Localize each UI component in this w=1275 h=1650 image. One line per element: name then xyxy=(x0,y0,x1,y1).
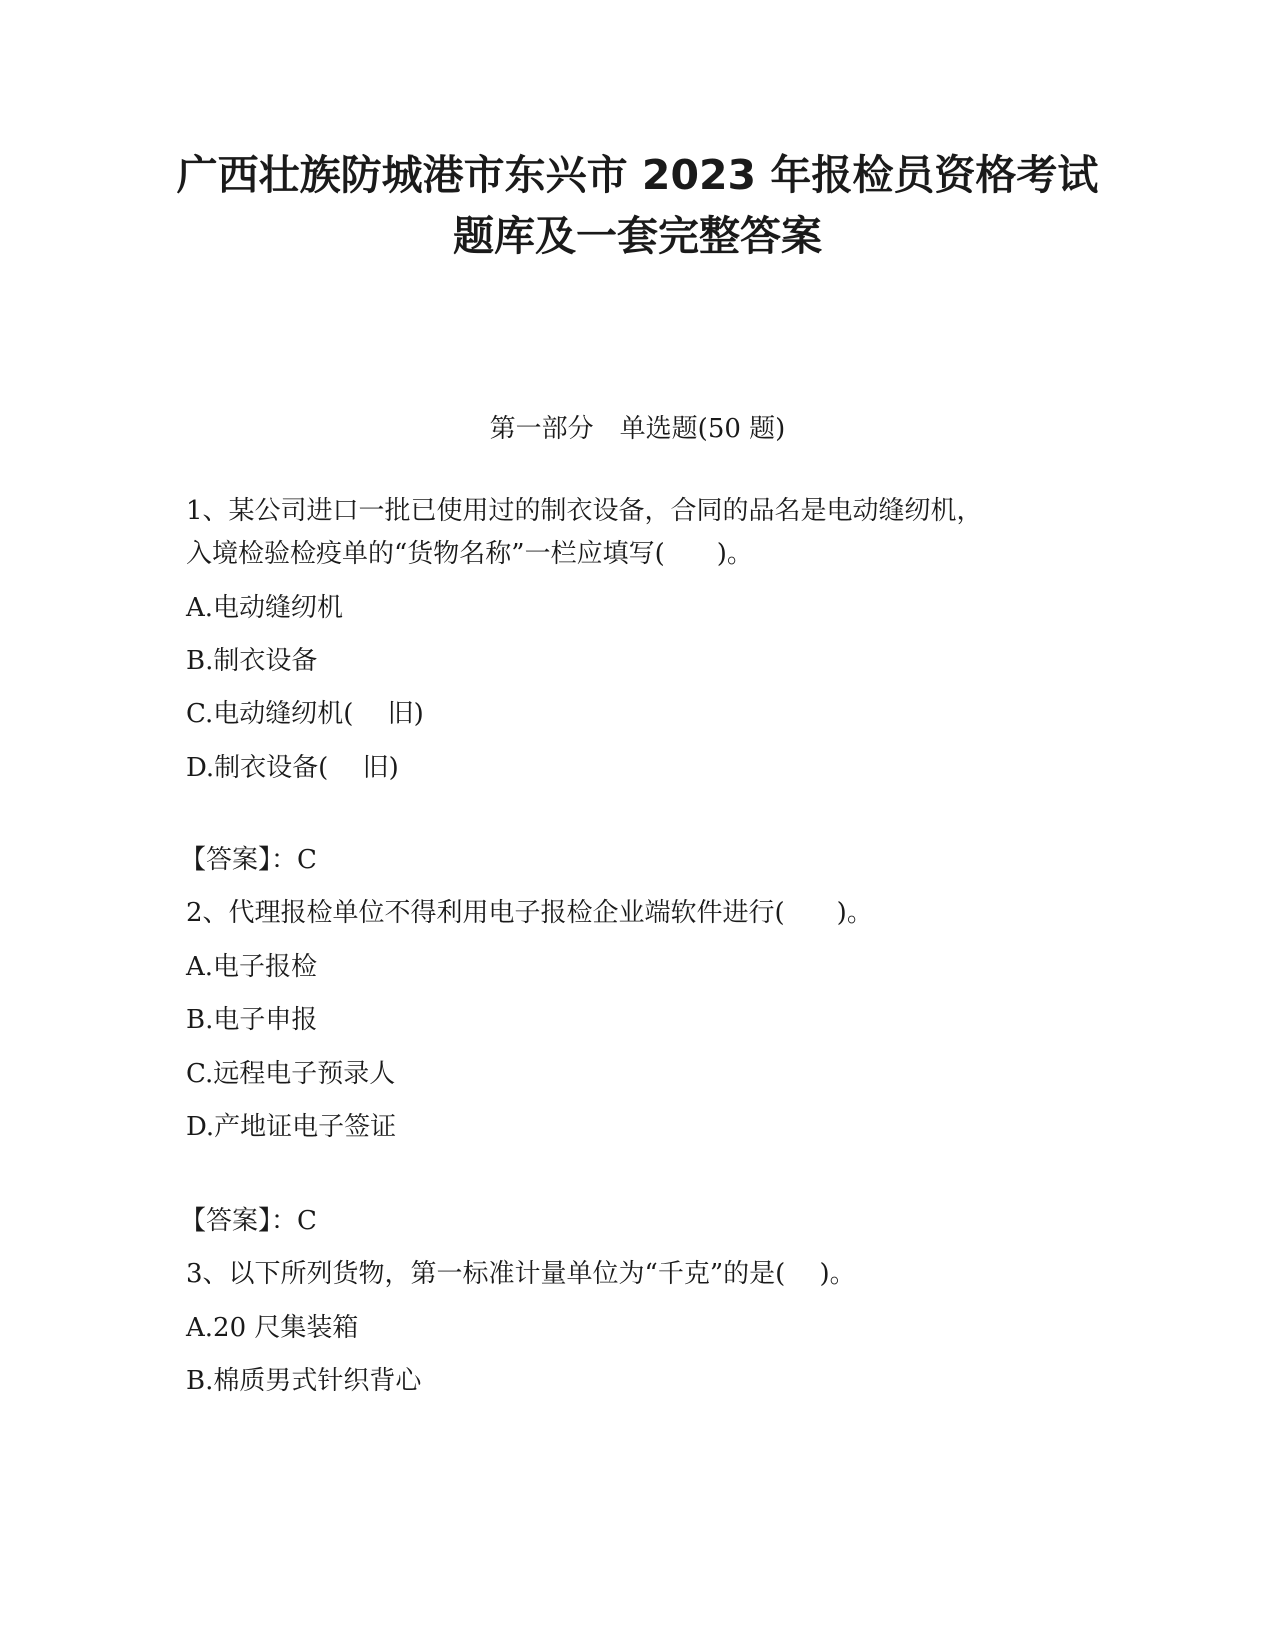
question-2-answer: 【答案】：C xyxy=(180,1206,317,1236)
document-title-line-2: 题库及一套完整答案 xyxy=(453,212,822,260)
question-3-option-b: B.棉质男式针织背心 xyxy=(186,1366,422,1396)
question-1-option-a: A.电动缝纫机 xyxy=(186,593,344,623)
question-3-option-a: A.20 尺集装箱 xyxy=(186,1313,359,1343)
question-1-option-c: C.电动缝纫机( 旧) xyxy=(186,699,424,729)
question-1-stem-line-2: 入境检验检疫单的“货物名称”一栏应填写( )。 xyxy=(186,539,753,569)
document-title-line-1: 广西壮族防城港市东兴市 2023 年报检员资格考试 xyxy=(176,151,1099,199)
question-1-stem-line-1: 1、某公司进口一批已使用过的制衣设备，合同的品名是电动缝纫机， xyxy=(186,496,983,526)
question-2-option-c: C.远程电子预录人 xyxy=(186,1059,396,1089)
question-1-option-b: B.制衣设备 xyxy=(186,646,318,676)
question-3-stem: 3、以下所列货物，第一标准计量单位为“千克”的是( )。 xyxy=(186,1259,856,1289)
question-2-stem: 2、代理报检单位不得利用电子报检企业端软件进行( )。 xyxy=(186,898,873,928)
question-1-option-d: D.制衣设备( 旧) xyxy=(186,753,399,783)
section-heading: 第一部分 单选题(50 题) xyxy=(489,414,786,444)
question-1-answer: 【答案】：C xyxy=(180,845,317,875)
question-2-option-d: D.产地证电子签证 xyxy=(186,1112,397,1142)
question-2-option-b: B.电子申报 xyxy=(186,1005,318,1035)
question-2-option-a: A.电子报检 xyxy=(186,952,318,982)
